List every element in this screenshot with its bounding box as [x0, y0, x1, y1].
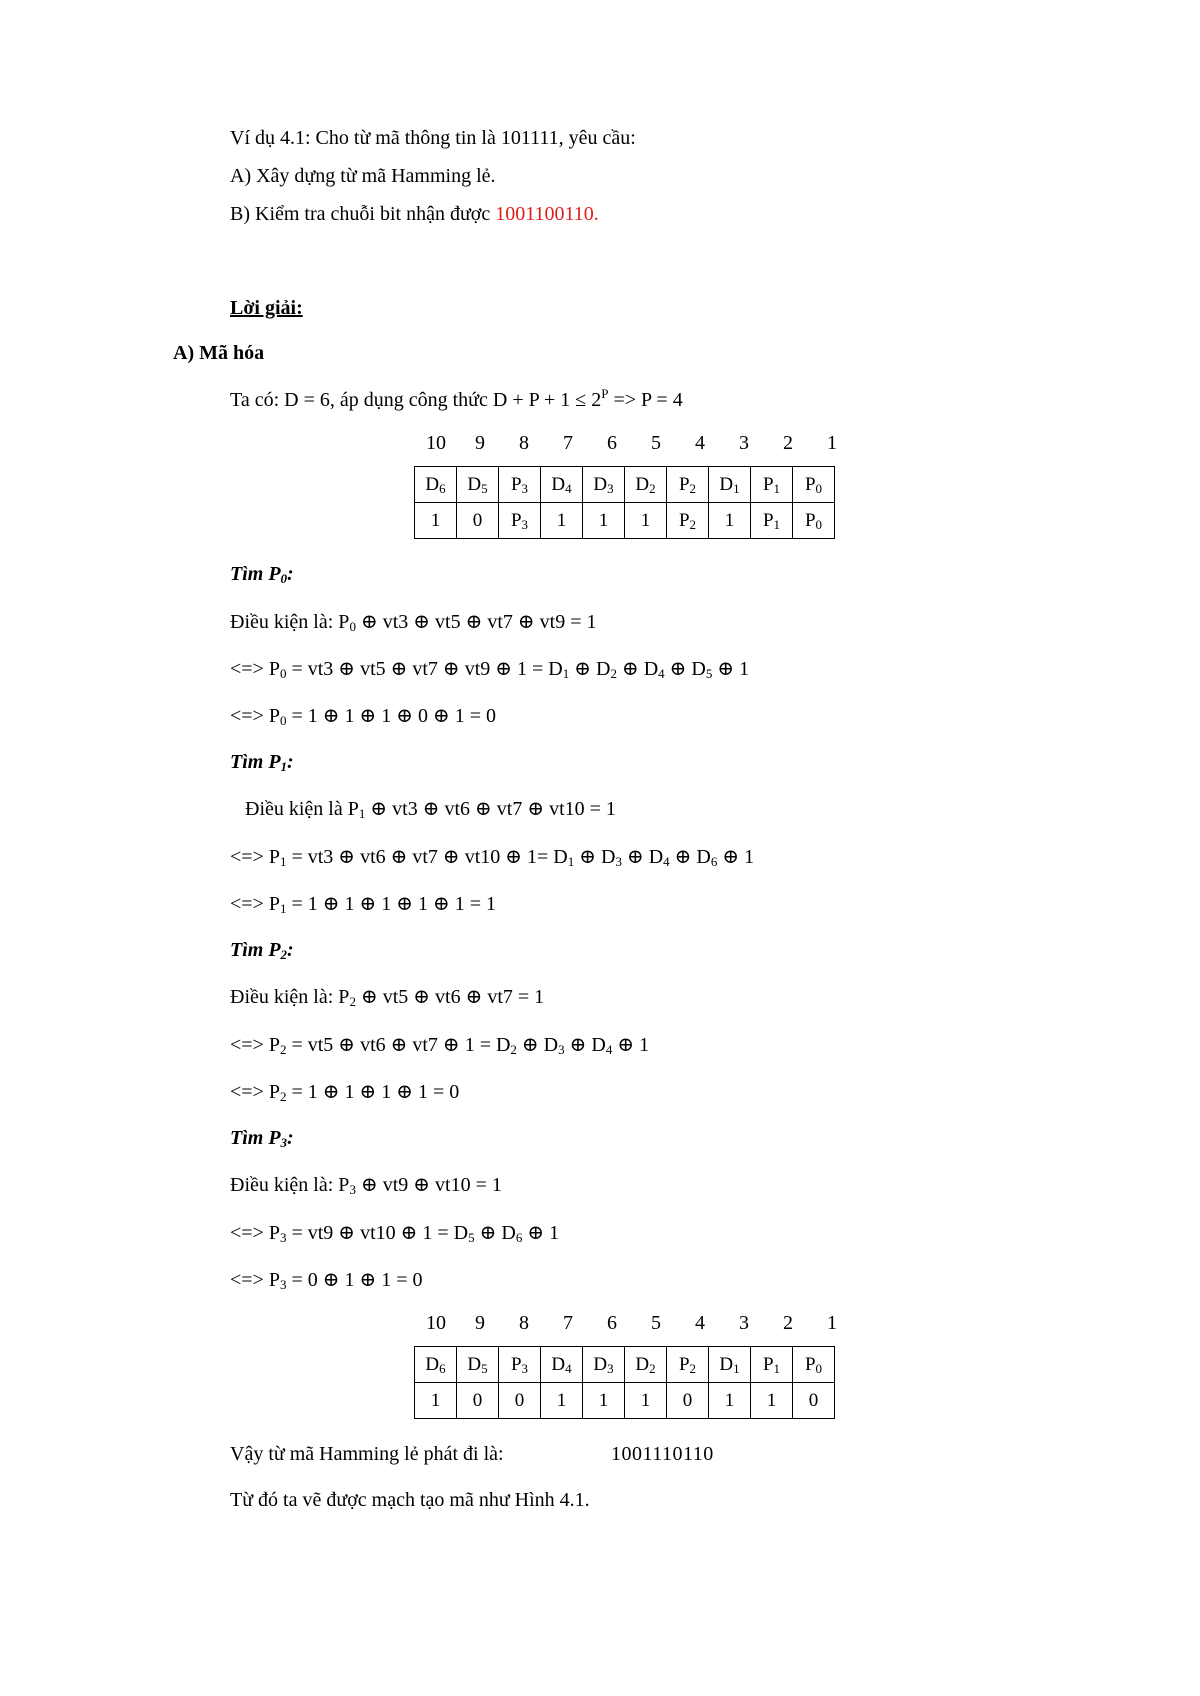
bit-position-label: 9 [475, 1312, 485, 1334]
bit-position-label: 9 [475, 432, 485, 454]
bit-position-label: 10 [426, 432, 446, 454]
table-cell: $D_1$ [709, 467, 751, 503]
find-p2-heading: Tìm $P_2$: [230, 939, 294, 962]
find-p1-heading: Tìm $P_1$: [230, 751, 294, 774]
p0-equation: <=> $P_0 = vt3$ ⊕ vt5 ⊕ vt7 ⊕ vt9 ⊕ $1 = D_1$ ⊕ $D_2$ ⊕ $D_4$ ⊕ $D_5$ ⊕ 1 [230, 658, 750, 681]
table-cell: $D_5$ [457, 467, 499, 503]
bit-position-label: 4 [695, 1312, 705, 1334]
formula-intro: Ta có: D = 6, áp dụng công thức $D + P + 1 \le 2^P => P = 4$ [230, 386, 683, 411]
table-cell: $D_3$ [583, 467, 625, 503]
task-b-prefix: B) Kiểm tra chuỗi bit nhận được [230, 203, 496, 225]
table-cell: 1 [709, 503, 751, 539]
table-cell: $D_5$ [457, 1347, 499, 1383]
bit-position-label: 10 [426, 1312, 446, 1334]
task-b [230, 202, 599, 226]
table-cell: 1 [709, 1383, 751, 1419]
table-cell: $D_4$ [541, 1347, 583, 1383]
received-bits: 1001100110. [495, 203, 599, 225]
p3-result: <=> $P_3 = 0$ ⊕ 1 ⊕ 1 = 0 [230, 1269, 423, 1292]
table-cell: 1 [751, 1383, 793, 1419]
result-label: Vậy từ mã Hamming lẻ phát đi là: [230, 1443, 504, 1465]
task-a: A) Xây dựng từ mã Hamming lẻ. [230, 165, 496, 187]
bit-position-label: 2 [783, 1312, 793, 1334]
bit-table [414, 1346, 835, 1419]
table-cell: $P_3$ [499, 467, 541, 503]
table-cell: $P_1$ [751, 467, 793, 503]
table-cell: $P_0$ [793, 1347, 835, 1383]
bit-position-label: 3 [739, 1312, 749, 1334]
bit-position-label: 5 [651, 1312, 661, 1334]
table-cell: $P_3$ [499, 1347, 541, 1383]
p1-condition: Điều kiện là $P_1$ ⊕ vt3 ⊕ vt6 ⊕ vt7 ⊕ vt10 = 1 [245, 798, 616, 821]
bit-position-label: 7 [563, 1312, 573, 1334]
bit-position-row [414, 432, 854, 456]
bit-table [414, 466, 835, 539]
table-cell: $P_2$ [667, 503, 709, 539]
section-a-heading: A) Mã hóa [173, 342, 265, 364]
table-cell: $D_2$ [625, 467, 667, 503]
p2-result: <=> $P_2 = 1$ ⊕ 1 ⊕ 1 ⊕ 1 = 0 [230, 1081, 460, 1104]
example-title: Ví dụ 4.1: Cho từ mã thông tin là 101111, yêu cầu: [230, 127, 636, 149]
bit-position-label: 2 [783, 432, 793, 454]
p1-equation: <=> $P_1 = vt3$ ⊕ vt6 ⊕ vt7 ⊕ vt10 ⊕ $1= D_1$ ⊕ $D_3$ ⊕ $D_4$ ⊕ $D_6$ ⊕ 1 [230, 846, 755, 869]
table-cell: $D_6$ [415, 1347, 457, 1383]
table-cell: $P_1$ [751, 503, 793, 539]
table-cell: 1 [415, 503, 457, 539]
table-cell: 1 [625, 503, 667, 539]
codeword-table-2 [414, 1312, 854, 1419]
table-cell: $D_2$ [625, 1347, 667, 1383]
table-cell: 1 [415, 1383, 457, 1419]
table-cell: $D_4$ [541, 467, 583, 503]
bit-position-label: 5 [651, 432, 661, 454]
table-cell: 0 [499, 1383, 541, 1419]
bit-position-label: 1 [827, 1312, 837, 1334]
p1-result: <=> $P_1 = 1$ ⊕ 1 ⊕ 1 ⊕ 1 ⊕ 1 = 1 [230, 893, 497, 916]
find-p3-heading: Tìm $P_3$: [230, 1127, 294, 1150]
bit-position-label: 8 [519, 1312, 529, 1334]
table-cell: $P_0$ [793, 503, 835, 539]
table-cell: 1 [625, 1383, 667, 1419]
table-cell: 1 [541, 1383, 583, 1419]
symbol-row [415, 1347, 835, 1383]
bit-position-label: 7 [563, 432, 573, 454]
bit-position-label: 6 [607, 1312, 617, 1334]
value-row [415, 1383, 835, 1419]
table-cell: 0 [457, 1383, 499, 1419]
solution-heading: Lời giải: [230, 297, 303, 319]
value-row [415, 503, 835, 539]
table-cell: 1 [583, 503, 625, 539]
table-cell: 0 [457, 503, 499, 539]
bit-position-label: 8 [519, 432, 529, 454]
hamming-codeword: 1001110110 [611, 1443, 714, 1465]
bit-position-label: 6 [607, 432, 617, 454]
p3-equation: <=> $P_3 = vt9$ ⊕ vt10 ⊕ $1 = D_5$ ⊕ $D_6$ ⊕ 1 [230, 1222, 560, 1245]
bit-position-label: 1 [827, 432, 837, 454]
table-cell: $P_2$ [667, 467, 709, 503]
table-cell: 1 [583, 1383, 625, 1419]
find-p0-heading: Tìm $P_0$: [230, 563, 294, 586]
p2-condition: Điều kiện là: $P_2$ ⊕ vt5 ⊕ vt6 ⊕ vt7 = 1 [230, 986, 545, 1009]
bit-position-row [414, 1312, 854, 1336]
p0-result: <=> $P_0 = 1$ ⊕ 1 ⊕ 1 ⊕ 0 ⊕ 1 = 0 [230, 705, 497, 728]
table-cell: $D_1$ [709, 1347, 751, 1383]
bit-position-label: 3 [739, 432, 749, 454]
table-cell: 0 [667, 1383, 709, 1419]
table-cell: 0 [793, 1383, 835, 1419]
p0-condition: Điều kiện là: $P_0$ ⊕ vt3 ⊕ vt5 ⊕ vt7 ⊕ vt9 = 1 [230, 611, 597, 634]
table-cell: $D_3$ [583, 1347, 625, 1383]
p3-condition: Điều kiện là: $P_3$ ⊕ vt9 ⊕ vt10 = 1 [230, 1174, 502, 1197]
closing-sentence: Từ đó ta vẽ được mạch tạo mã như Hình 4.1. [230, 1489, 590, 1511]
table-cell: $P_0$ [793, 467, 835, 503]
table-cell: 1 [541, 503, 583, 539]
bit-position-label: 4 [695, 432, 705, 454]
symbol-row [415, 467, 835, 503]
p2-equation: <=> $P_2 = vt5$ ⊕ vt6 ⊕ vt7 ⊕ $1 = D_2$ ⊕ $D_3$ ⊕ $D_4$ ⊕ 1 [230, 1034, 650, 1057]
table-cell: $P_2$ [667, 1347, 709, 1383]
codeword-table-1 [414, 432, 854, 539]
table-cell: $P_1$ [751, 1347, 793, 1383]
table-cell: $P_3$ [499, 503, 541, 539]
table-cell: $D_6$ [415, 467, 457, 503]
